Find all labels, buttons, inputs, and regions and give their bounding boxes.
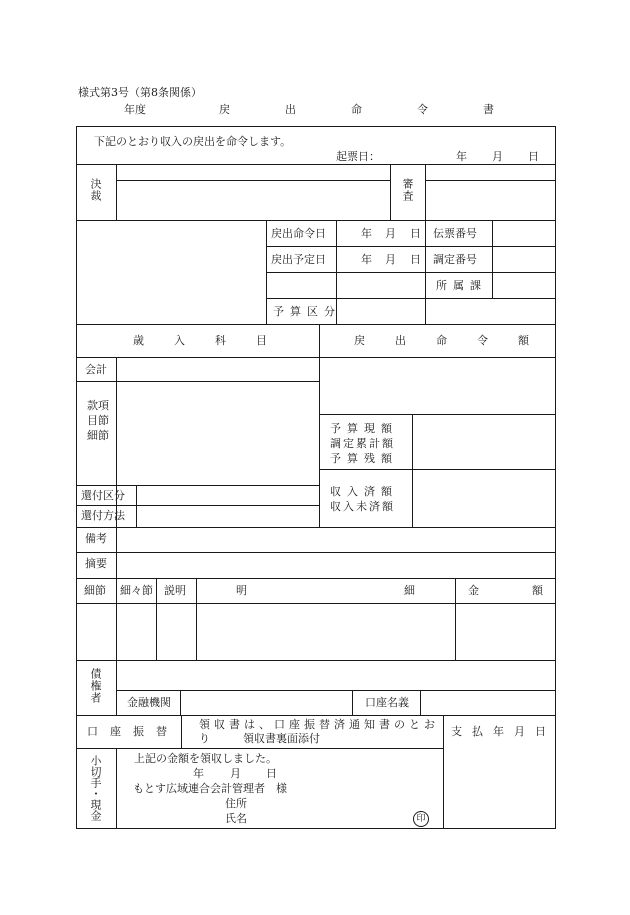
refund-type-label: 還付区分 [81, 489, 125, 502]
address-label: 住所 [225, 797, 247, 810]
received-statement: 上記の金額を領収しました。 [134, 752, 277, 765]
detail-header-amount-right: 額 [532, 584, 543, 597]
receipt-note-line1: 領収書は、口座振替済通知書のとお [199, 718, 439, 731]
instruction-text: 下記のとおり収入の戻出を命令します。 [94, 135, 292, 148]
revenue-item-header: 歳入科目 [133, 334, 297, 347]
receipt-day: 日 [266, 767, 277, 780]
detail-header-explanation: 説明 [164, 584, 186, 597]
received-label: 収入済額 [330, 485, 398, 498]
remarks-label: 備考 [85, 532, 107, 545]
refund-order-date-label: 戻出命令日 [271, 227, 326, 240]
budget-category-label: 予算区分 [273, 305, 341, 318]
payment-date-label: 支払年月日 [451, 725, 556, 738]
account-transfer-label: 口座振替 [87, 725, 179, 738]
page-title: 戻 出 命 令 書 [219, 103, 516, 116]
unreceived-label: 収入未済額 [330, 500, 395, 513]
approval-label: 決裁 [89, 178, 102, 202]
refund-amount-header: 戻出命令額 [354, 334, 559, 347]
budget-current-label: 予算現額 [330, 422, 398, 435]
refund-plan-date-label: 戻出予定日 [271, 253, 326, 266]
plan-date-day: 日 [410, 253, 421, 266]
detail-header-detail-right: 細 [404, 584, 415, 597]
financial-institution-label: 金融機関 [127, 696, 171, 709]
review-label: 審査 [401, 178, 414, 202]
budget-balance-label: 予算残額 [330, 452, 398, 465]
fiscal-year-label: 年度 [124, 103, 146, 116]
department-label: 所属課 [436, 279, 487, 292]
receipt-note-line2: り 領収書裏面添付 [199, 732, 320, 745]
refund-method-label: 還付方法 [81, 509, 125, 522]
order-date-day: 日 [410, 227, 421, 240]
addressee: もとす広域連合会計管理者 様 [133, 782, 287, 795]
plan-date-year: 年 [361, 253, 372, 266]
name-label: 氏名 [225, 812, 247, 825]
detail-header-subsection: 細節 [84, 584, 106, 597]
adjust-number-label: 調定番号 [433, 253, 477, 266]
summary-label: 摘要 [85, 557, 107, 570]
order-date-year: 年 [361, 227, 372, 240]
draft-date-year: 年 [456, 150, 467, 163]
detail-header-sub-subsection: 細々節 [120, 584, 153, 597]
seal-mark: 印 [413, 811, 429, 827]
form-number: 様式第3号（第8条関係） [78, 86, 202, 99]
slip-number-label: 伝票番号 [433, 227, 477, 240]
plan-date-month: 月 [385, 253, 396, 266]
accounting-label: 会計 [85, 363, 107, 376]
creditor-label: 債権者 [89, 668, 102, 704]
item-hierarchy-label: 款項目節細節 [87, 399, 109, 442]
draft-date-label: 起票日： [336, 150, 380, 163]
detail-header-detail-left: 明 [236, 584, 247, 597]
draft-date-day: 日 [528, 150, 539, 163]
detail-header-amount-left: 金 [468, 584, 479, 597]
check-cash-label: 小切手・現金 [89, 755, 102, 821]
adjust-total-label: 調定累計額 [330, 437, 395, 450]
receipt-month: 月 [230, 767, 241, 780]
order-date-month: 月 [385, 227, 396, 240]
receipt-year: 年 [193, 767, 204, 780]
draft-date-month: 月 [492, 150, 503, 163]
account-name-label: 口座名義 [365, 696, 409, 709]
